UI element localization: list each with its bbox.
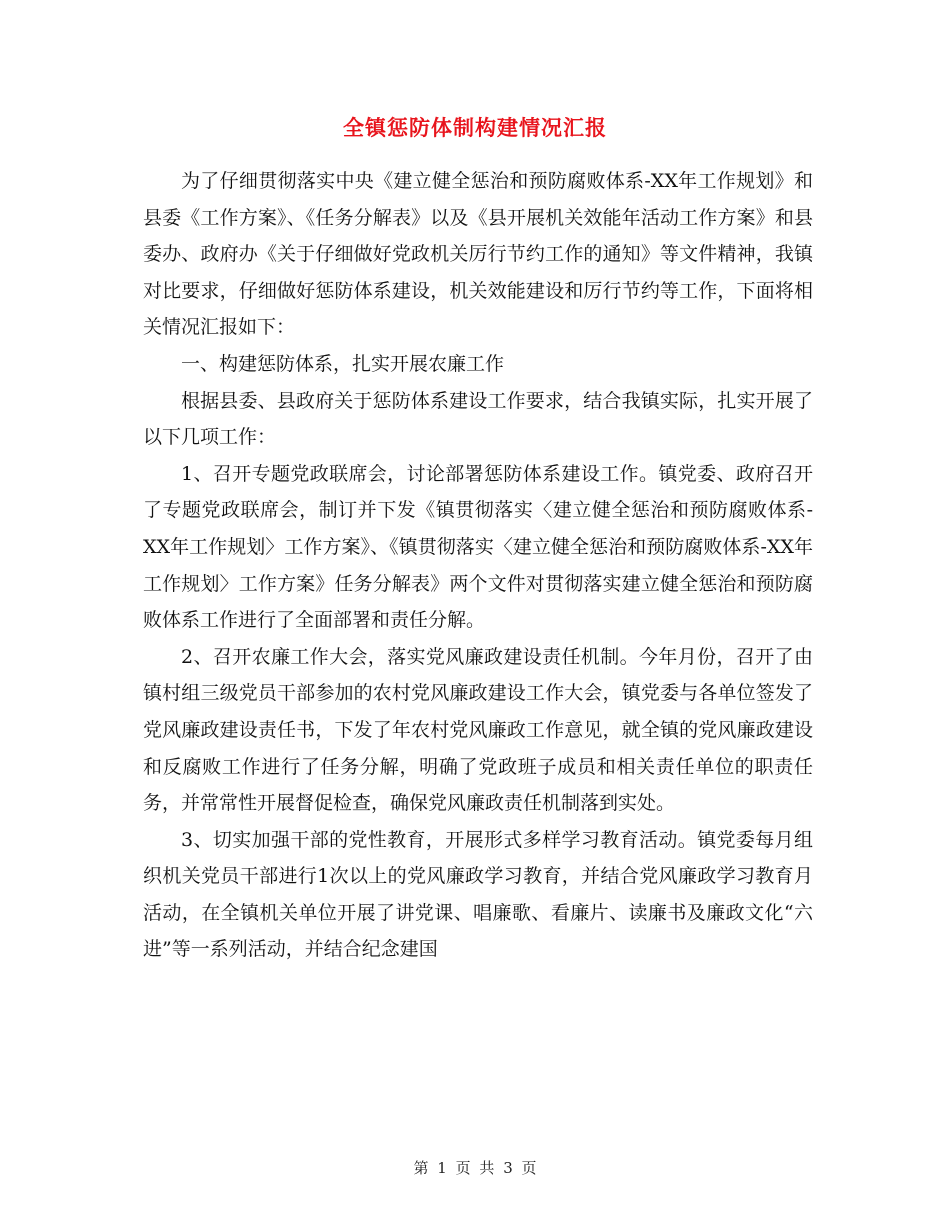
page-footer: [0, 1157, 950, 1178]
footer-total-prefix: 共: [479, 1159, 495, 1177]
paragraph-intro: 为了仔细贯彻落实中央《建立健全惩治和预防腐败体系-XX年工作规划》和县委《工作方案》、《任务分解表》以及《县开展机关效能年活动工作方案》和县委办、政府办《关于仔细做好党政机关厉行节约工作的通知》等文件精神，我镇对比要求，仔细做好惩防体系建设，机关效能建设和厉行节约等工作，下面将相关情况汇报如下：: [143, 170, 813, 339]
paragraph-item-2: 2、召开农廉工作大会，落实党风廉政建设责任机制。今年月份，召开了由镇村组三级党员干部参加的农村党风廉政建设工作大会，镇党委与各单位签发了党风廉政建设责任书，下发了年农村党风廉政工作意见，就全镇的党风廉政建设和反腐败工作进行了任务分解，明确了党政班子成员和相关责任单位的职责任务，并常常性开展督促检查，确保党风廉政责任机制落到实处。: [143, 645, 813, 815]
footer-page-prefix: 第: [413, 1159, 429, 1177]
footer-total-suffix: 页: [521, 1159, 537, 1177]
paragraph-section-1-intro: 根据县委、县政府关于惩防体系建设工作要求，结合我镇实际，扎实开展了以下几项工作：: [143, 389, 813, 449]
footer-total-pages: 3: [503, 1159, 513, 1177]
paragraph-item-1: 1、召开专题党政联席会，讨论部署惩防体系建设工作。镇党委、政府召开了专题党政联席会，制订并下发《镇贯彻落实〈建立健全惩治和预防腐败体系-XX年工作规划〉工作方案》、《镇贯彻落实〈建立健全惩治和预防腐败体系-XX年工作规划〉工作方案》任务分解表》两个文件对贯彻落实建立健全惩治和预防腐败体系工作进行了全面部署和责任分解。: [143, 462, 813, 632]
paragraph-item-3: 3、切实加强干部的党性教育，开展形式多样学习教育活动。镇党委每月组织机关党员干部进行1次以上的党风廉政学习教育，并结合党风廉政学习教育月活动，在全镇机关单位开展了讲党课、唱廉歌、看廉片、读廉书及廉政文化“六进”等一系列活动，并结合纪念建国: [143, 828, 813, 961]
document-title: 全镇惩防体制构建情况汇报: [343, 115, 607, 140]
footer-page-number: 1: [437, 1159, 447, 1177]
section-heading-1: 一、构建惩防体系，扎实开展农廉工作: [181, 352, 505, 375]
footer-page-mid: 页: [455, 1159, 471, 1177]
document-body: [143, 163, 813, 968]
